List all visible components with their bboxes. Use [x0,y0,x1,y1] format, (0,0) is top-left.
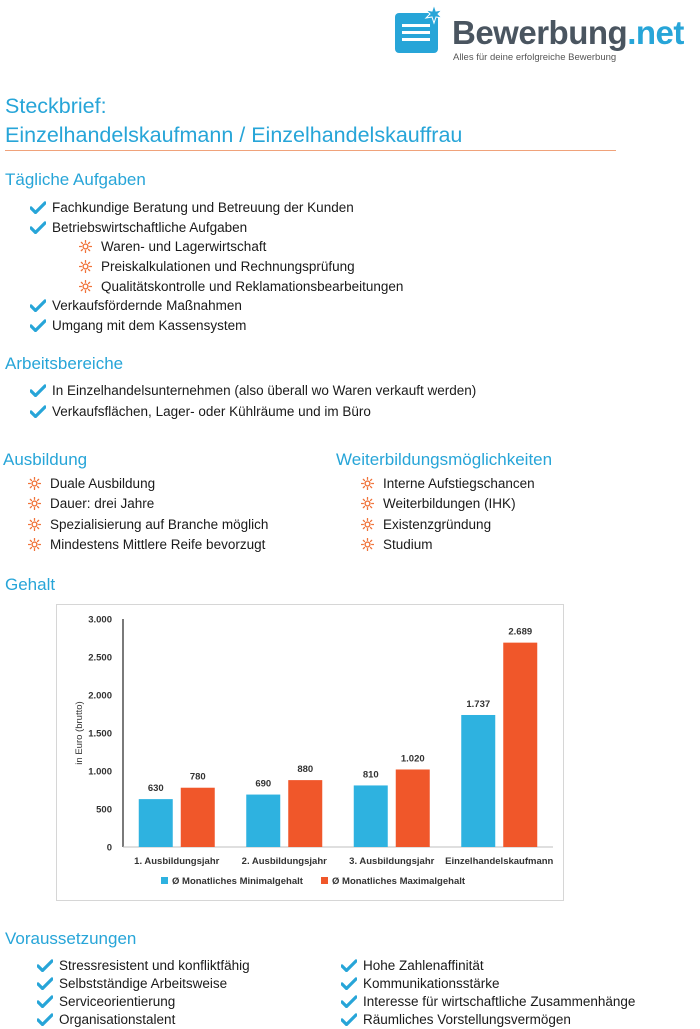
legend-swatch [161,877,168,884]
list-item: Verkaufsflächen, Lager- oder Kühlräume und im Büro [30,401,371,421]
heading-weiterbildung: Weiterbildungsmöglichkeiten [336,450,553,469]
sun-bullet-icon [79,280,101,293]
list-item: Spezialisierung auf Branche möglich [28,514,268,534]
list-item: Studium [361,534,433,554]
list-item: Selbstständige Arbeitsweise [37,973,227,993]
heading-taegliche-aufgaben: Tägliche Aufgaben [5,170,146,189]
check-icon [30,319,52,332]
sun-bullet-icon [79,240,101,253]
check-icon [30,221,52,234]
y-tick-label: 2.000 [88,690,112,702]
sun-bullet-icon [28,497,50,510]
y-tick-label: 2.500 [88,652,112,664]
check-icon [37,977,59,990]
sun-bullet-icon [79,260,101,273]
data-label: 880 [297,764,314,776]
check-icon [30,384,52,397]
x-tick-label: 1. Ausbildungsjahr [134,856,220,867]
list-item: Verkaufsfördernde Maßnahmen [30,295,242,315]
y-tick-label: 1.500 [88,728,112,740]
check-icon [341,959,363,972]
legend-label: Ø Monatliches Maximalgehalt [332,876,466,887]
list-item: Duale Ausbildung [28,473,155,493]
data-label: 690 [255,778,272,790]
check-icon [37,959,59,972]
check-icon [30,299,52,312]
x-tick-label: 3. Ausbildungsjahr [349,856,435,867]
check-icon [30,201,52,214]
salary-chart [56,604,564,901]
bar-min [354,785,388,847]
bar-min [246,795,280,847]
x-tick-label: Einzelhandelskaufmann [445,856,554,867]
list-item: Räumliches Vorstellungsvermögen [341,1009,571,1029]
list-item: Weiterbildungen (IHK) [361,493,516,513]
sun-bullet-icon [28,518,50,531]
sun-bullet-icon [361,497,383,510]
bar-max [503,643,537,847]
heading-voraussetzungen: Voraussetzungen [5,929,137,948]
title-divider [5,150,616,151]
list-item: Existenzgründung [361,514,491,534]
bar-min [461,715,495,847]
sub-list-item: Qualitätskontrolle und Reklamationsbearbeitungen [79,276,403,296]
list-item: Interesse für wirtschaftliche Zusammenhänge [341,991,635,1011]
logo-tagline: Alles für deine erfolgreiche Bewerbung [453,52,617,63]
list-item: Umgang mit dem Kassensystem [30,315,246,335]
check-icon [30,405,52,418]
logo-icon [394,4,446,54]
data-label: 810 [362,769,379,781]
title-line-1: Steckbrief: [5,94,107,118]
data-label: 2.689 [508,626,533,638]
list-item: Dauer: drei Jahre [28,493,154,513]
sun-bullet-icon [28,538,50,551]
data-label: 1.020 [400,753,425,765]
sub-list-item: Preiskalkulationen und Rechnungsprüfung [79,256,355,276]
sun-bullet-icon [361,538,383,551]
y-axis-label: in Euro (brutto) [74,701,85,765]
heading-gehalt: Gehalt [5,575,56,594]
list-item: Kommunikationsstärke [341,973,500,993]
bar-max [181,788,215,847]
list-item: Fachkundige Beratung und Betreuung der Kunden [30,197,354,217]
sub-list-item: Waren- und Lagerwirtschaft [79,236,266,256]
check-icon [341,977,363,990]
page-title [5,92,462,150]
legend-label: Ø Monatliches Minimalgehalt [172,876,303,887]
data-label: 1.737 [466,698,491,710]
list-item: Mindestens Mittlere Reife bevorzugt [28,534,265,554]
y-tick-label: 1.000 [88,766,112,778]
bar-max [396,769,430,847]
y-tick-label: 0 [106,842,112,854]
sun-bullet-icon [28,477,50,490]
logo-wordmark: Bewerbung.net [452,14,684,51]
salary-chart-svg [57,605,563,900]
title-line-2: Einzelhandelskaufmann / Einzelhandelskauffrau [5,123,463,147]
list-item: Hohe Zahlenaffinität [341,955,484,975]
list-item: Organisationstalent [37,1009,175,1029]
x-tick-label: 2. Ausbildungsjahr [241,856,327,867]
y-tick-label: 3.000 [88,614,112,626]
heading-arbeitsbereiche: Arbeitsbereiche [5,354,124,373]
list-item: In Einzelhandelsunternehmen (also überall wo Waren verkauft werden) [30,380,476,400]
heading-ausbildung: Ausbildung [3,450,88,469]
check-icon [341,1013,363,1026]
list-item: Interne Aufstiegschancen [361,473,535,493]
list-item: Betriebswirtschaftliche Aufgaben [30,217,247,237]
data-label: 780 [189,771,206,783]
bar-min [139,799,173,847]
check-icon [341,995,363,1008]
legend-swatch [321,877,328,884]
list-item: Serviceorientierung [37,991,175,1011]
check-icon [37,1013,59,1026]
y-tick-label: 500 [96,804,112,816]
bar-max [288,780,322,847]
list-item: Stressresistent und konfliktfähig [37,955,250,975]
data-label: 630 [147,783,164,795]
check-icon [37,995,59,1008]
sun-bullet-icon [361,477,383,490]
sun-bullet-icon [361,518,383,531]
